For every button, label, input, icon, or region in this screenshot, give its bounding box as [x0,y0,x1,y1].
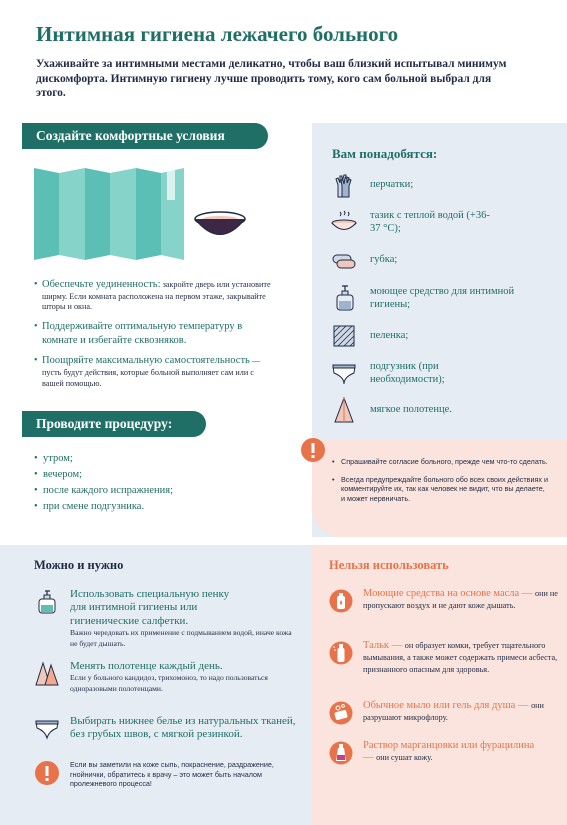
soap-icon [329,701,353,725]
tip-note: закройте дверь или установите ширму. Если комната расположена на первом этаже, закрывайте шторы и окна. [42,280,271,312]
need-item-towel [330,396,452,424]
diaper-pad-icon [330,322,358,350]
cannot-item [329,700,559,725]
need-item-basin [330,208,490,236]
can-warning [34,760,304,789]
procedure-item: • после каждого испражнения; [34,483,173,499]
tip-item [34,320,274,347]
cannot-item [329,640,559,676]
can-item-note: Если у больного кандидоз, трихомоноз, то надо пользоваться одноразовыми полотенцами. [70,673,268,693]
cannot-item-title: Обычное мыло или гель для душа — [363,700,529,711]
procedure-item: • вечером; [34,467,173,483]
comfort-heading: Создайте комфортные условия [22,123,268,149]
can-item [34,588,304,649]
warning-list [332,457,550,511]
cannot-heading: Нельзя использовать [329,558,449,572]
need-label: губка; [370,254,398,266]
need-label: подгузник (при необходимости); [370,360,445,385]
procedure-item: • утром; [34,451,173,467]
tip-highlight: Поощряйте максимальную самостоятельность [42,355,250,367]
solution-bottle-icon [329,741,353,765]
cannot-item [329,588,559,613]
cannot-panel [312,545,567,825]
procedure-item: • при смене подгузника. [34,499,173,515]
page-subtitle: Ухаживайте за интимными местами деликатно, чтобы ваш близкий испытывал минимум дискомфорта. Интимную гигиену лучше проводить тому, кого сам больной выбрал для этого. [36,58,507,100]
warning-icon [34,760,60,786]
cannot-item-note: они не пропускают воздух и не дают коже дышать. [363,589,558,611]
need-item-pad [330,322,408,350]
basin-icon [194,210,246,240]
tip-highlight: Поддерживайте оптимальную температуру в комнате и избегайте сквозняков. [42,320,243,346]
needs-heading: Вам понадобятся: [332,146,438,161]
can-item [34,715,304,742]
need-item-soap [330,284,520,312]
foam-bottle-icon [34,589,60,615]
warning-item: • Всегда предупреждайте больного обо всех своих действиях и комментируйте их, так как человек не видит, что вы делаете, и может нервничать. [332,475,550,504]
oil-bottle-icon [329,589,353,613]
cannot-item-title: Моющие средства на основе масла — [363,588,533,599]
can-item-title: Менять полотенце каждый день. [70,660,223,672]
tip-item [34,278,274,313]
page-title: Интимная гигиена лежачего больного [36,22,399,46]
towel-icon [330,396,358,424]
tip-note: — пусть будут действия, которые больной выполняет сам или с вашей помощью. [42,356,261,388]
cannot-item [329,740,559,765]
cannot-item-note: он образует комки, требует тщательного вымывания, а также может содержать примеси асбеста, признанного опасным для здоровья. [363,641,558,675]
cannot-item-title: Тальк — [363,640,403,651]
need-item-diaper [330,359,500,387]
cannot-item-note: они разрушают микрофлору. [363,701,544,723]
need-label: мягкое полотенце. [370,404,452,416]
talc-icon [329,641,353,665]
can-item-note: Важно чередовать их применение с подмыванием водой, иначе кожа не будет дышать. [70,628,292,648]
tip-highlight: Обеспечьте уединенность: [42,279,161,290]
need-item-gloves [330,171,413,199]
tip-item [34,354,274,389]
soap-bottle-icon [330,284,358,312]
sponge-icon [330,246,358,274]
procedure-list [34,451,173,515]
cannot-item-title: Раствор марганцовки или фурацилина — [363,740,535,764]
can-warning-text: Если вы заметили на коже сыпь, покраснение, раздражение, гнойнички, обратитесь к врачу – это может быть началом пролежневого процесса! [70,760,274,789]
need-label: пеленка; [370,330,409,342]
warning-item: • Спрашивайте согласие больного, прежде чем что-то сделать. [332,457,550,467]
cannot-item-note: они сушат кожу. [376,753,433,763]
towels-icon [34,661,60,687]
need-label: моющее средство для интимной гигиены; [370,285,515,310]
warning-icon [300,437,326,463]
comfort-tips [34,278,274,396]
underwear-icon [34,716,60,742]
gloves-icon [330,171,358,199]
can-item-title: Выбирать нижнее белье из натуральных тканей, без грубых швов, с мягкой резинкой. [70,715,296,741]
can-item-title: Использовать специальную пенку для интимной гигиены или гигиенические салфетки. [70,588,230,627]
need-item-sponge [330,246,397,274]
can-item [34,660,304,694]
basin-icon [330,208,358,236]
procedure-heading: Проводите процедуру: [22,411,206,437]
diaper-icon [330,359,358,387]
need-label: перчатки; [370,179,414,191]
folding-screen-icon [34,165,189,265]
need-label: тазик с теплой водой (+36-37 °C); [370,209,490,234]
can-heading: Можно и нужно [34,558,124,572]
